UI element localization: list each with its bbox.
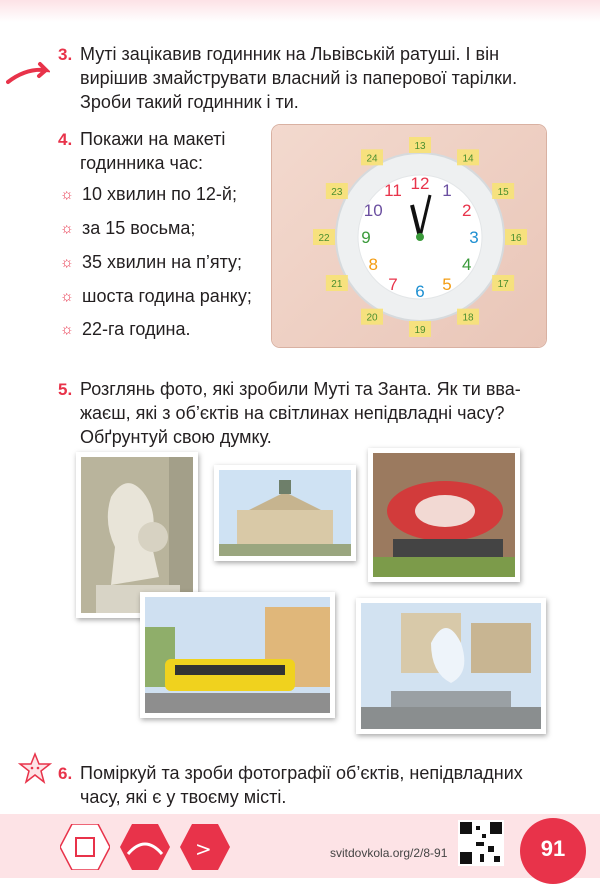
clock-inner-numeral: 11 — [384, 181, 402, 201]
clock-outer-sticker — [361, 149, 383, 165]
task-3-text: Муті зацікавив годинник на Львівській ратуші. І він вирішив змайструвати власний із паперової тарілки. Зроби такий годинник і ти. — [80, 44, 518, 112]
task-4-text: Покажи на макеті годинника час: — [80, 129, 226, 173]
clock-inner-numeral: 12 — [410, 174, 430, 193]
page-number: 91 — [520, 818, 586, 884]
clock-outer-sticker — [361, 309, 383, 325]
svg-text:>: > — [195, 837, 212, 861]
clock-inner-numeral: 3 — [469, 228, 479, 247]
task-4-item: 10 хвилин по 12-й; — [82, 184, 237, 204]
sun-bullet-icon: ☼ — [60, 254, 74, 271]
clock-outer-sticker — [409, 137, 431, 153]
qr-code — [458, 820, 504, 866]
opera-house-photo — [214, 465, 356, 561]
task-4-number: 4. — [58, 130, 73, 149]
clock-inner-numeral: 4 — [462, 255, 472, 274]
task-4-item: 22-га година. — [82, 319, 191, 339]
clock-outer-numeral: 21 — [331, 279, 343, 290]
clock-inner-numeral: 5 — [442, 274, 452, 294]
compare-hex-icon — [180, 824, 230, 870]
footer-link[interactable]: svitdovkola.org/2/8-91 — [330, 846, 448, 860]
clock-outer-numeral: 19 — [414, 325, 426, 336]
task-5-number: 5. — [58, 380, 73, 399]
clock-inner-numeral: 1 — [442, 181, 452, 201]
clock-center — [416, 233, 424, 241]
clock-outer-numeral: 15 — [497, 187, 509, 198]
clock-outer-numeral: 18 — [462, 312, 474, 324]
clock-outer-sticker — [326, 275, 348, 291]
clock-outer-sticker — [457, 149, 479, 165]
task-4-item: за 15 восьма; — [82, 218, 196, 238]
clock-outer-numeral: 20 — [366, 312, 378, 324]
task-4-item: 35 хвилин на п’яту; — [82, 252, 243, 272]
clock-outer-numeral: 22 — [318, 233, 330, 244]
clock-outer-numeral: 24 — [366, 153, 378, 165]
flower-clock-photo — [368, 448, 520, 582]
sun-bullet-icon: ☼ — [60, 288, 74, 305]
clock-inner-numeral: 7 — [388, 274, 398, 294]
task-6-text: Поміркуй та зроби фотографії об’єктів, непідвладних часу, які є у твоєму місті. — [80, 763, 523, 807]
paper-plate-clock-image — [272, 125, 546, 347]
clock-outer-sticker — [326, 183, 348, 199]
clock-svg — [272, 125, 546, 347]
clock-outer-sticker — [409, 321, 431, 337]
star-face-icon — [18, 752, 52, 784]
clock-outer-sticker — [313, 229, 335, 245]
arrow-icon — [6, 60, 50, 90]
clock-outer-numeral: 14 — [462, 153, 474, 165]
bridge-hex-icon — [120, 824, 170, 870]
sun-bullet-icon: ☼ — [60, 186, 74, 203]
sun-bullet-icon: ☼ — [60, 220, 74, 237]
clock-inner-numeral: 10 — [363, 201, 383, 220]
clock-outer-sticker — [505, 229, 527, 245]
clock-outer-numeral: 17 — [497, 279, 509, 290]
clock-outer-sticker — [492, 183, 514, 199]
top-band — [0, 0, 600, 22]
chip-hex-icon — [60, 824, 110, 870]
clock-outer-sticker — [457, 309, 479, 325]
task-3-number: 3. — [58, 45, 73, 64]
clock-outer-numeral: 16 — [510, 233, 522, 244]
clock-inner-numeral: 2 — [462, 201, 472, 220]
clock-outer-numeral: 13 — [414, 141, 426, 152]
clock-inner-numeral: 8 — [368, 255, 378, 274]
task-6-number: 6. — [58, 764, 73, 783]
tram-street-photo — [140, 592, 335, 718]
fountain-photo — [356, 598, 546, 734]
clock-inner-numeral: 9 — [361, 228, 371, 247]
sun-bullet-icon: ☼ — [60, 321, 74, 338]
task-5-text: Розглянь фото, які зробили Муті та Занта. Як ти вва- жаєш, які з об’єктів на світлинах непідвладні часу? Обґрунтуй свою думку. — [80, 379, 521, 447]
clock-outer-numeral: 23 — [331, 187, 343, 198]
clock-outer-sticker — [492, 275, 514, 291]
task-4-item: шоста година ранку; — [82, 286, 252, 306]
clock-inner-numeral: 6 — [415, 282, 425, 301]
